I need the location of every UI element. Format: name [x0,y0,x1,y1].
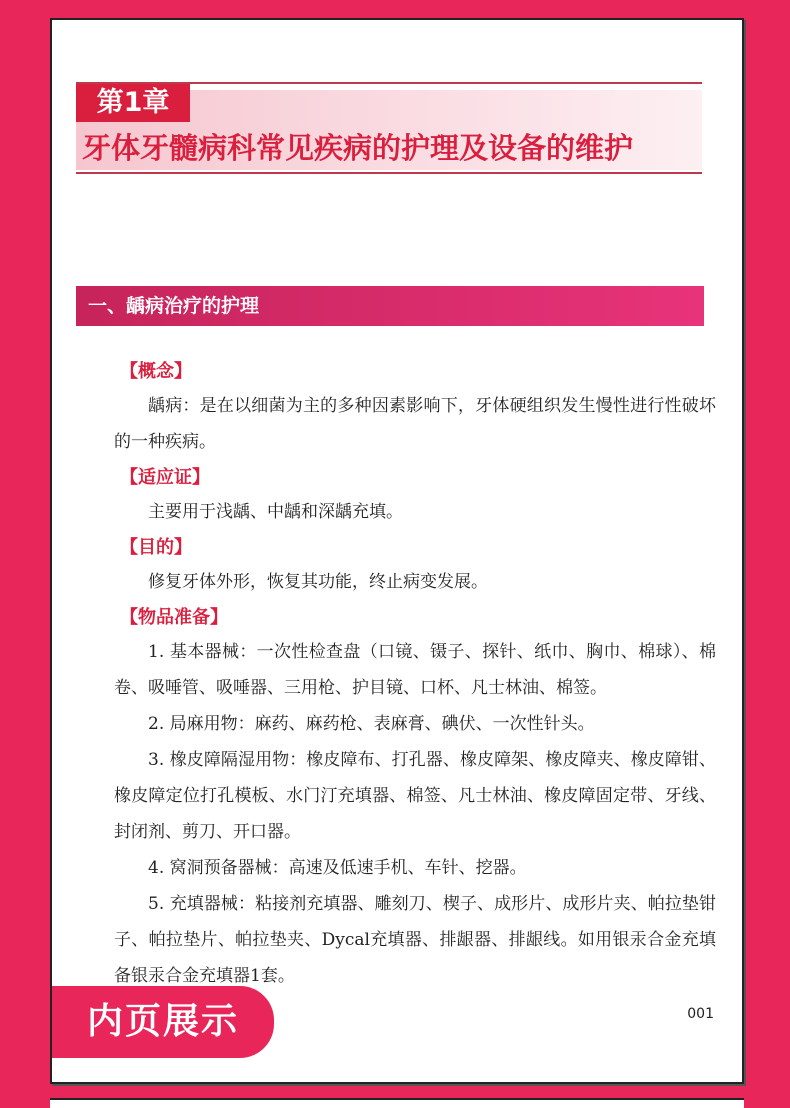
inner-page-badge: 内页展示 [52,986,274,1058]
supplies-item-4: 4. 窝洞预备器械：高速及低速手机、车针、挖器。 [148,858,527,878]
concept-heading: 【概念】 [120,361,192,382]
indication-heading: 【适应证】 [120,467,210,488]
section-heading: 一、龋病治疗的护理 [76,286,704,326]
purpose-heading: 【目的】 [120,537,192,558]
concept-paragraph: 龋病：是在以细菌为主的多种因素影响下，牙体硬组织发生慢性进行性破坏的一种疾病。 [114,396,716,452]
next-page-edge [50,1098,744,1108]
purpose-paragraph: 修复牙体外形，恢复其功能，终止病变发展。 [148,572,488,592]
book-page [50,18,744,1084]
supplies-item-1: 1. 基本器械：一次性检查盘（口镜、镊子、探针、纸巾、胸巾、棉球）、棉卷、吸唾管、吸唾器、三用枪、护目镜、口杯、凡士林油、棉签。 [114,642,716,698]
supplies-item-5: 5. 充填器械：粘接剂充填器、雕刻刀、楔子、成形片、成形片夹、帕拉垫钳子、帕拉垫片、帕拉垫夹、Dycal充填器、排龈器、排龈线。如用银汞合金充填备银汞合金充填器1套。 [114,894,716,986]
supplies-heading: 【物品准备】 [120,607,228,628]
page-number: 001 [687,1006,714,1022]
chapter-number: 第1章 [76,84,190,122]
chapter-title: 牙体牙髓病科常见疾病的护理及设备的维护 [82,131,634,165]
page-body [114,356,716,994]
chapter-rule-bottom [76,172,702,174]
indication-paragraph: 主要用于浅龋、中龋和深龋充填。 [148,502,403,522]
supplies-item-3: 3. 橡皮障隔湿用物：橡皮障布、打孔器、橡皮障架、橡皮障夹、橡皮障钳、橡皮障定位打孔模板、水门汀充填器、棉签、凡士林油、橡皮障固定带、牙线、封闭剂、剪刀、开口器。 [114,750,716,842]
supplies-item-2: 2. 局麻用物：麻药、麻药枪、表麻膏、碘伏、一次性针头。 [148,714,595,734]
